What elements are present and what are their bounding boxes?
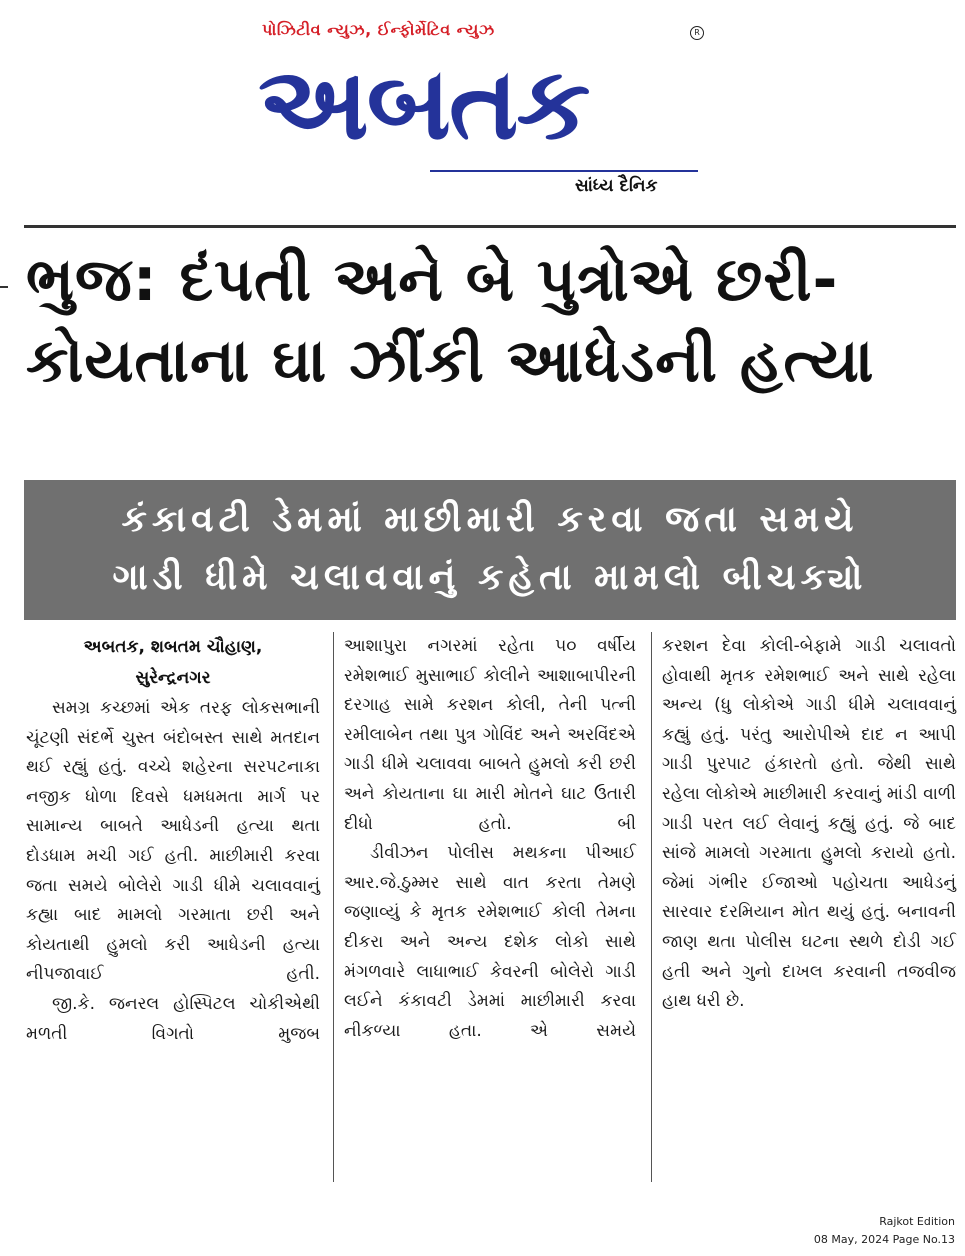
column-divider	[333, 632, 334, 1182]
edition-info	[814, 1213, 955, 1249]
subheadline-line-1: કંકાવટી ડેમમાં માછીમારી કરવા જતા સમયે	[121, 499, 859, 540]
masthead	[0, 0, 965, 215]
column-divider	[651, 632, 652, 1182]
edition-name: Rajkot Edition	[879, 1215, 955, 1228]
byline-author: અબતક, શબતમ ચૌહાણ,	[83, 637, 263, 657]
article-column-1	[26, 632, 320, 1049]
article-paragraph: જી.કે. જનરલ હોસ્પિટલ ચોકીએથી મળતી વિગતો મુજબ	[26, 993, 320, 1044]
logo-underline	[430, 170, 698, 172]
article-paragraph: આશાપુરા નગરમાં રહેતા ૫૦ વર્ષીય રમેશભાઈ મુસાભાઈ કોલીને આશાબાપીરની દરગાહ સામે કરશન કોલી, તેની પત્ની રમીલાબેન તથા પુત્ર ગોવિંદ અને અરવિંદએ ગાડી ધીમે ચલાવવા બાબતે હુમલો કરી છરી અને કોયતાના ઘા મારી મોતને ઘાટ ઉતારી દીધો હતો. બી	[344, 636, 636, 834]
registered-mark-icon: R	[690, 26, 704, 40]
headline-top-rule	[24, 225, 956, 228]
subheadline-banner	[24, 480, 956, 620]
headline-line-2: કોયતાના ઘા ઝીંકી આધેડની હત્યા	[26, 326, 875, 396]
article-paragraph: ડીવીઝન પોલીસ મથકના પીઆઈ આર.જે.ઠુમ્મર સાથે વાત કરતા તેમણે જણાવ્યું કે મૃતક રમેશભાઈ કોલી તેમના દીકરા અને અન્ય દશેક લોકો સાથે મંગળવારે લાધાભાઈ કેવરની બોલેરો ગાડી લઈને કંકાવટી ડેમમાં માછીમારી કરવા નીકળ્યા હતા. એ સમયે	[344, 843, 636, 1041]
masthead-tagline: પોઝિટીવ ન્યુઝ, ઈન્ફોર્મેટિવ ન્યુઝ	[262, 20, 495, 39]
edition-date-page: 08 May, 2024 Page No.13	[813, 1233, 955, 1246]
article-paragraph: કરશન દેવા કોલી-બેફામે ગાડી ચલાવતો હોવાથી મૃતક રમેશભાઈ અને સાથે રહેલા અન્ય (ધુ લોકોએ ગાડી ધીમે ચલાવવાનું કહ્યું હતું. પરંતુ આરોપીએ દાદ ન આપી ગાડી પુરપાટ હંકારતો હતો. જેથી સાથે રહેલા લોકોએ માછીમારી કરવાનું માંડી વાળી ગાડી પરત લઈ લેવાનું કહ્યું હતું. જે બાદ સાંજે મામલો ગરમાતા હુમલો કરાયો હતો. જેમાં ગંભીર ઈજાઓ પહોચતા આધેડનું સારવાર દરમિયાન મોત થયું હતું. બનાવની જાણ થતા પોલીસ ઘટના સ્થળે દોડી ગઈ હતી અને ગુનો દાખલ કરવાની તજવીજ હાથ ધરી છે.	[662, 636, 956, 1012]
article-paragraph: સમગ્ર કચ્છમાં એક તરફ લોકસભાની ચૂંટણી સંદર્ભે ચુસ્ત બંદોબસ્ત સાથે મતદાન થઈ રહ્યું હતું. વચ્ચે શહેરના સરપટનાકા નજીક ધોળા દિવસે ધમધમતા માર્ગ પર સામાન્ય બાબતે આધેડની હત્યા થતા દોડધામ મચી ગઈ હતી. માછીમારી કરવા જતા સમયે બોલેરો ગાડી ધીમે ચલાવવાનું કહ્યા બાદ મામલો ગરમાતા છરી અને કોયતાથી હુમલો કરી આધેડની હત્યા નીપજાવાઈ હતી.	[26, 698, 320, 985]
margin-tick	[0, 286, 8, 288]
subheadline-line-2: ગાડી ધીમે ચલાવવાનું કહેતા મામલો બીચક્યો	[112, 557, 868, 598]
headline-line-1: ભુજ: દંપતી અને બે પુત્રોએ છરી-	[26, 245, 839, 315]
article-column-3	[662, 632, 956, 1017]
article-headline	[26, 240, 960, 402]
newspaper-logo: અબતક	[258, 45, 589, 162]
masthead-subtitle: સાંધ્ય દૈનિક	[575, 176, 658, 196]
article-column-2	[344, 632, 636, 1046]
byline-location: સુરેન્દ્રનગર	[135, 668, 211, 688]
